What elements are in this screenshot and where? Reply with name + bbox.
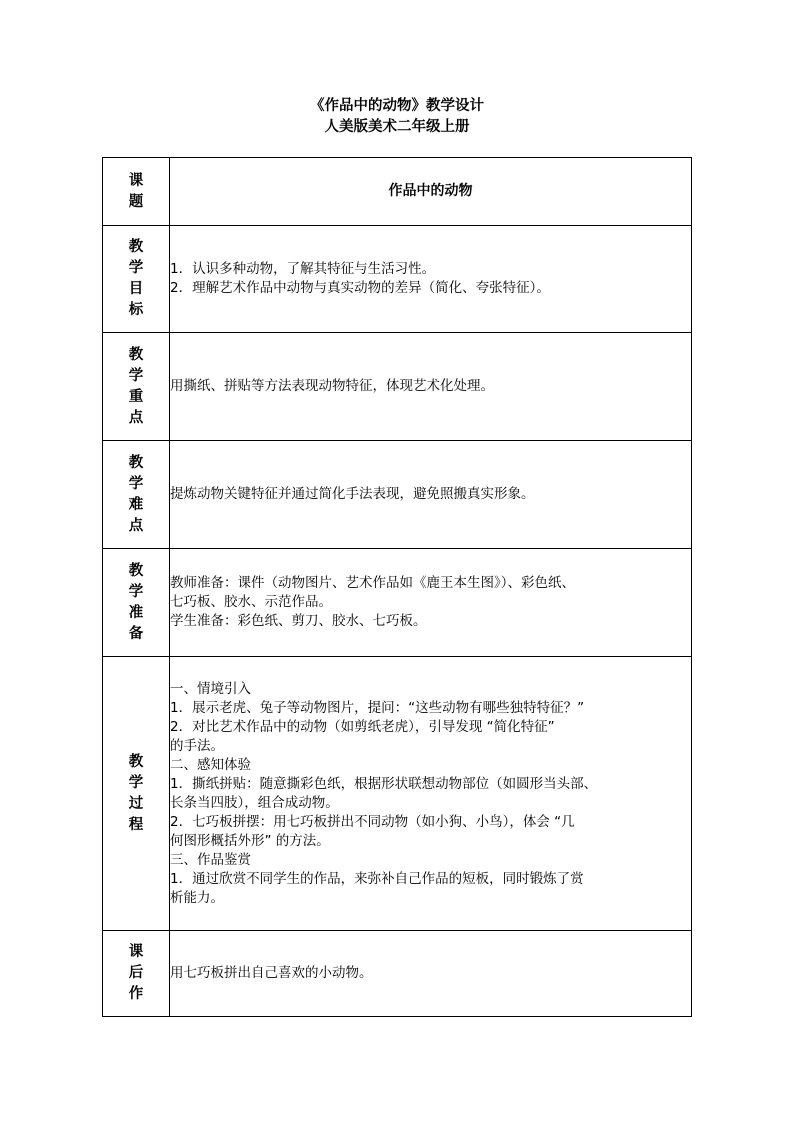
table-row-process xyxy=(103,657,692,931)
table-row-homework xyxy=(103,931,692,1017)
row-label: 教 学 过 程 xyxy=(103,657,170,931)
table-row-topic xyxy=(103,158,692,226)
table-row-difficulties xyxy=(103,441,692,549)
row-content: 用撕纸、拼贴等方法表现动物特征，体现艺术化处理。 xyxy=(170,333,692,441)
document-subtitle: 人美版美术二年级上册 xyxy=(324,119,470,135)
table-row-preparation xyxy=(103,549,692,657)
table-row-key-points xyxy=(103,333,692,441)
row-content: 提炼动物关键特征并通过简化手法表现，避免照搬真实形象。 xyxy=(170,441,692,549)
row-content: 用七巧板拼出自己喜欢的小动物。 xyxy=(170,931,692,1017)
row-content: 1．认识多种动物，了解其特征与生活习性。 2．理解艺术作品中动物与真实动物的差异（简化、夸张特征）。 xyxy=(170,226,692,333)
row-label: 教 学 准 备 xyxy=(103,549,170,657)
row-label: 教 学 目 标 xyxy=(103,226,170,333)
document-title: 《作品中的动物》教学设计 xyxy=(310,98,484,114)
row-label: 课 后 作 xyxy=(103,931,170,1017)
row-content: 一、情境引入 1．展示老虎、兔子等动物图片，提问：“这些动物有哪些独特特征？” 2．对比艺术作品中的动物（如剪纸老虎），引导发现 “简化特征” 的手法。 二、感知体验 1．撕纸拼贴：随意撕彩色纸，根据形状联想动物部位（如圆形当头部、 长条当四肢），组合成动物。 2．七巧板拼摆：用七巧板拼出不同动物（如小狗、小鸟），体会 “几 何图形概括外形” 的方法。 三、作品鉴赏 1．通过欣赏不同学生的作品，来弥补自己作品的短板，同时锻炼了赏 析能力。 xyxy=(170,657,692,931)
row-label: 课 题 xyxy=(103,158,170,226)
row-label: 教 学 难 点 xyxy=(103,441,170,549)
title-block xyxy=(0,96,794,138)
row-content: 教师准备：课件（动物图片、艺术作品如《鹿王本生图》）、彩色纸、 七巧板、胶水、示范作品。 学生准备：彩色纸、剪刀、胶水、七巧板。 xyxy=(170,549,692,657)
row-content: 作品中的动物 xyxy=(170,158,692,226)
table-row-objectives xyxy=(103,226,692,333)
lesson-plan-table xyxy=(102,157,692,1017)
row-label: 教 学 重 点 xyxy=(103,333,170,441)
